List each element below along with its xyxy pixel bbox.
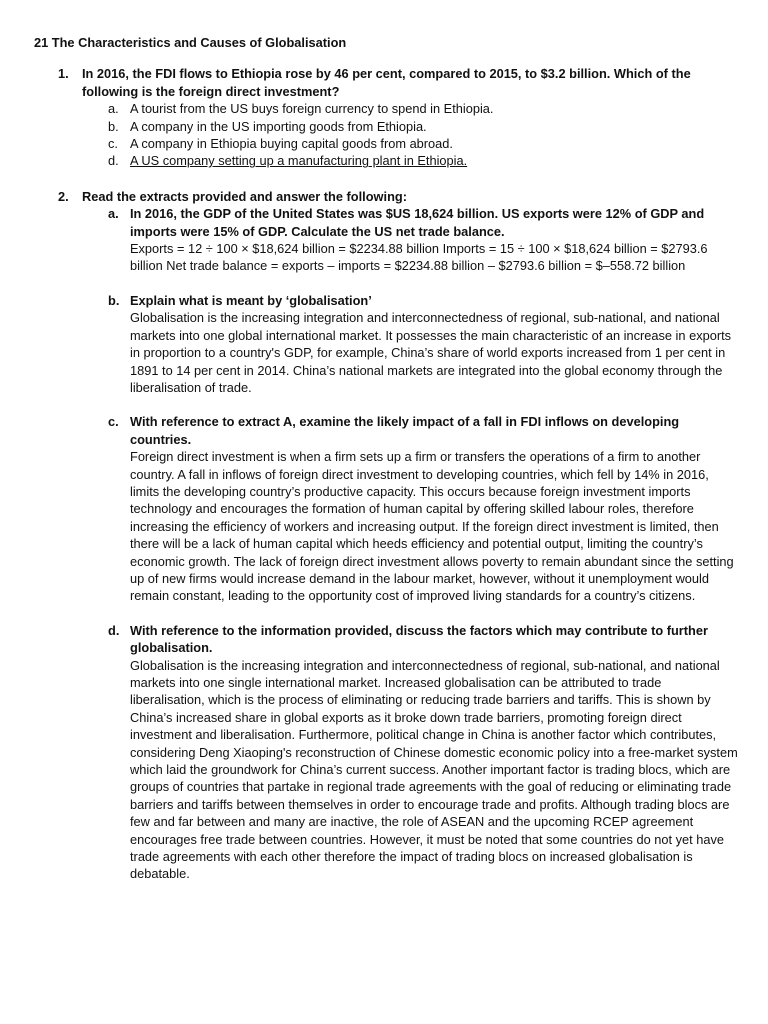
option-a-letter: a. xyxy=(108,101,119,117)
part-b-letter: b. xyxy=(108,292,120,308)
part-c-answer: Foreign direct investment is when a firm sets up a firm or transfers the operations of a firm to another country. A fall in inflows of foreign direct investment to developing countries, which fell by 14% in 2016, limits the developing country’s productive capacity. This occurs because foreign investment imports technology and encourages the formation of human capital by offering skilled labour roles, therefore increasing the efficiency of workers and increasing output. If the foreign direct investment is limited, then there will be a lack of human capital which heeds efficiency and potential output, limiting the country’s economic growth. The lack of foreign direct investment allows poverty to remain abundant since the setting up of new firms would increase demand in the labour market, however, without it unemployment would remain constant, leading to the opportunity cost of improved living standards for a country’s citizens. xyxy=(130,449,734,604)
part-c xyxy=(108,413,738,604)
option-d-text-selected: A US company setting up a manufacturing plant in Ethiopia. xyxy=(130,153,468,169)
question-2-number: 2. xyxy=(58,188,69,204)
part-b xyxy=(108,292,738,396)
part-c-letter: c. xyxy=(108,414,119,430)
part-d xyxy=(108,622,738,883)
option-a-text: A tourist from the US buys foreign currency to spend in Ethiopia. xyxy=(130,101,494,117)
part-a-letter: a. xyxy=(108,206,119,222)
part-d-question: With reference to the information provided, discuss the factors which may contribute to further globalisation. xyxy=(130,622,708,656)
option-d xyxy=(108,152,738,169)
part-a-answer: Exports = 12 ÷ 100 × $18,624 billion = $2234.88 billion Imports = 15 ÷ 100 × $18,624 billion = $2793.6 billion Net trade balance = exports – imports = $2234.88 billion – $2793.6 billion = $–558.72 billion xyxy=(130,241,708,274)
part-d-answer: Globalisation is the increasing integration and interconnectedness of regional, sub-national, and national markets into one single international market. Increased globalisation can be attributed to trade liberalisation, which is the process of eliminating or reducing trade barriers and tariffs. This is shown by China’s increased share in global exports as it broke down trade barriers, promoting foreign direct investment and liberalisation. Furthermore, political change in China is another factor which contributes, considering Deng Xiaoping's reconstruction of Chinese domestic economic policy into a free-market system which laid the groundwork for China’s current success. Another important factor is trading blocs, which are groups of countries that partake in regional trade agreements with the goal of reducing or eliminating trade barriers and tariffs between themselves in order to encourage trade and profits. Although trading blocs are few and far between and many are inactive, the role of ASEAN and the upcoming RCEP agreement encourages free trade between countries. However, it must be noted that some countries do not yet have trade agreements with each other therefore the impact of trading blocs on increased globalisation is debatable. xyxy=(130,657,738,882)
option-c-letter: c. xyxy=(108,136,118,152)
option-c-text: A company in Ethiopia buying capital goods from abroad. xyxy=(130,136,453,152)
question-1-text: In 2016, the FDI flows to Ethiopia rose by 46 per cent, compared to 2015, to $3.2 billion. Which of the following is the foreign direct investment? xyxy=(82,66,691,99)
part-a xyxy=(108,205,738,275)
option-b-letter: b. xyxy=(108,118,119,134)
part-c-question: With reference to extract A, examine the likely impact of a fall in FDI inflows on developing countries. xyxy=(130,414,680,447)
question-1-number: 1. xyxy=(58,66,69,82)
spacer xyxy=(34,396,738,413)
option-b-text: A company in the US importing goods from Ethiopia. xyxy=(130,118,427,134)
question-1 xyxy=(58,65,738,169)
part-a-question: In 2016, the GDP of the United States was $US 18,624 billion. US exports were 12% of GDP and imports were 15% of GDP. Calculate the US net trade balance. xyxy=(130,206,705,239)
document-title: 21 The Characteristics and Causes of Globalisation xyxy=(34,35,347,50)
part-b-answer: Globalisation is the increasing integration and interconnectedness of regional, sub-national, and national markets into one global international market. It possesses the main characteristic of an increase in exports in proportion to a country's GDP, for example, China’s share of world exports increased from 1 per cent in 1891 to 14 per cent in 2014. China’s national markets are integrated into the global economy through the liberalisation of trade. xyxy=(130,310,732,395)
option-c xyxy=(108,135,738,152)
question-1-options xyxy=(82,100,738,170)
part-d-letter: d. xyxy=(108,622,120,638)
option-b xyxy=(108,118,738,135)
option-a xyxy=(108,100,738,117)
option-d-letter: d. xyxy=(108,153,119,169)
part-b-question: Explain what is meant by ‘globalisation’ xyxy=(130,292,372,308)
question-2-text: Read the extracts provided and answer the following: xyxy=(82,188,407,204)
spacer xyxy=(34,275,738,292)
spacer xyxy=(34,605,738,622)
question-2 xyxy=(58,188,738,205)
